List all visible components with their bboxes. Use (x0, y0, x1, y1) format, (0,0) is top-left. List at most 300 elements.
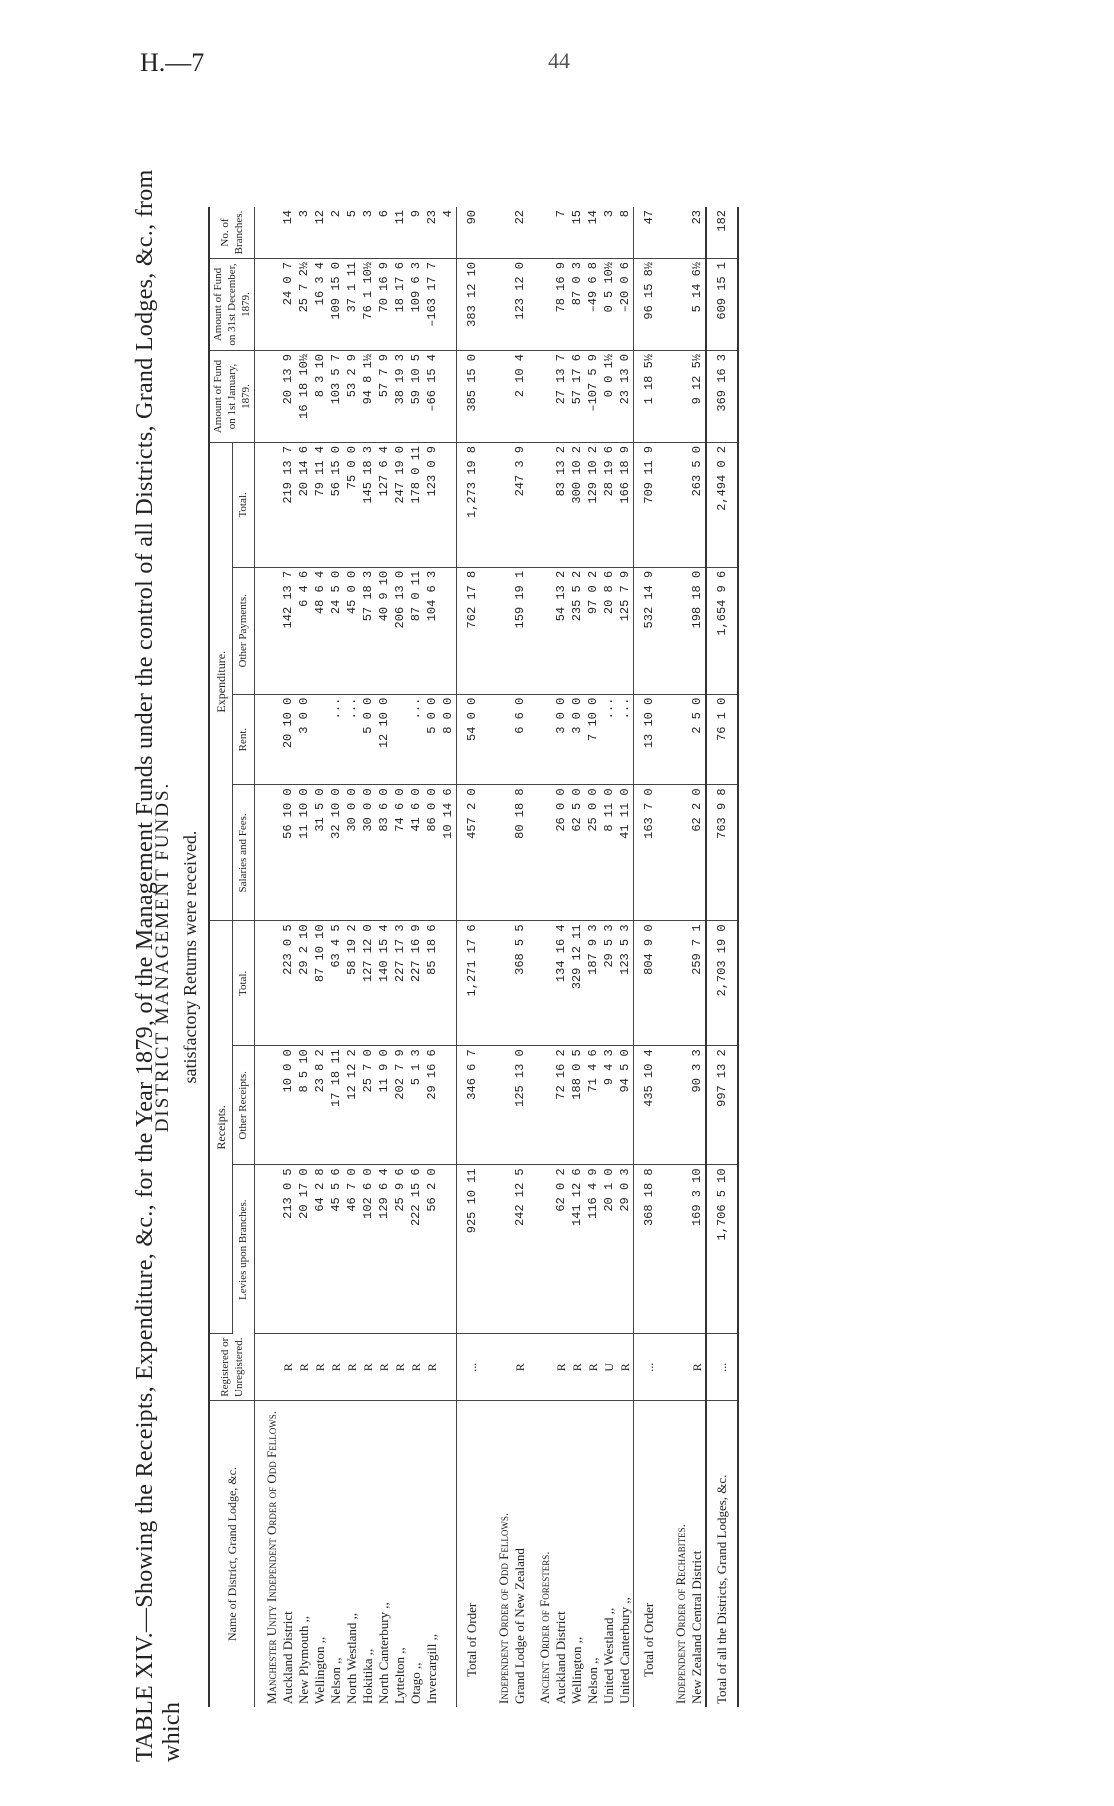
cell-fend: –20 0 6 (617, 259, 634, 351)
cell-etotal: 123 0 9 (424, 443, 440, 568)
cell-name: Nelson ,, (585, 1657, 600, 1704)
col-other-payments: Other Payments. (232, 567, 254, 694)
cell-fstart: 38 19 3 (392, 351, 408, 443)
cell-rent: ... (617, 694, 634, 785)
cell-other: 997 13 2 (706, 1046, 738, 1165)
cell-salaries: 10 14 6 (440, 785, 457, 921)
cell-reg: R (312, 1334, 328, 1401)
cell-other: 9 4 3 (601, 1046, 617, 1165)
cell-reg: R (424, 1334, 440, 1401)
cell-name: Total of Order (634, 1401, 665, 1708)
cell-salaries: 83 6 0 (376, 785, 392, 921)
table-row (569, 207, 585, 1707)
cell-name: Lyttelton ,, (392, 1647, 407, 1704)
cell-fend: 70 16 9 (376, 259, 392, 351)
cell-rtotal: 223 0 5 (280, 921, 296, 1046)
cell-opay (440, 567, 457, 694)
cell-name: Invercargill ,, (424, 1633, 439, 1704)
cell-fend (528, 259, 553, 351)
cell-reg: ... (457, 1334, 488, 1401)
cell-fstart: –66 15 4 (424, 351, 440, 443)
cell-reg (255, 1334, 281, 1401)
section-row (255, 207, 281, 1707)
cell-salaries: 11 10 0 (296, 785, 312, 921)
cell-other: 8 5 10 (296, 1046, 312, 1165)
cell-branches (487, 207, 512, 259)
cell-fstart (440, 351, 457, 443)
cell-fstart: 0 0 1½ (601, 351, 617, 443)
cell-opay: 159 19 1 (512, 567, 528, 694)
table-heading: DISTRICT MANAGEMENT FUNDS. (152, 781, 173, 1133)
cell-rtotal: 29 5 3 (601, 921, 617, 1046)
cell-rtotal: 29 2 10 (296, 921, 312, 1046)
cell-fend: 76 1 10½ (360, 259, 376, 351)
cell-reg: R (392, 1334, 408, 1401)
cell-reg: R (585, 1334, 601, 1401)
cell-branches: 14 (280, 207, 296, 259)
cell-name: North Canterbury ,, (376, 1602, 391, 1704)
col-other-receipts: Other Receipts. (232, 1046, 254, 1165)
table-row (424, 207, 440, 1707)
cell-salaries: 56 10 0 (280, 785, 296, 921)
cell-other (440, 1046, 457, 1165)
cell-etotal (440, 443, 457, 568)
cell-etotal: 129 10 2 (585, 443, 601, 568)
cell-fstart: 8 3 10 (312, 351, 328, 443)
cell-fend (440, 259, 457, 351)
cell-etotal: 247 19 0 (392, 443, 408, 568)
cell-levies: 46 7 0 (344, 1165, 360, 1334)
cell-levies: 62 0 2 (553, 1165, 569, 1334)
cell-opay: 198 18 0 (689, 567, 706, 694)
cell-rtotal: 329 12 11 (569, 921, 585, 1046)
cell-other (487, 1046, 512, 1165)
cell-fend: 609 15 1 (706, 259, 738, 351)
cell-levies: 25 9 6 (392, 1165, 408, 1334)
cell-rent (487, 694, 512, 785)
table-row (392, 207, 408, 1707)
cell-name: New Plymouth ,, (296, 1615, 311, 1704)
management-funds-table (208, 207, 739, 1707)
cell-fend: 16 3 4 (312, 259, 328, 351)
cell-opay: 54 13 2 (553, 567, 569, 694)
cell-rent: 5 0 0 (360, 694, 376, 785)
cell-fend: 25 7 2½ (296, 259, 312, 351)
cell-fend: 109 6 3 (408, 259, 424, 351)
cell-other: 72 16 2 (553, 1046, 569, 1165)
cell-etotal: 1,273 19 8 (457, 443, 488, 568)
cell-reg (487, 1334, 512, 1401)
cell-etotal: 709 11 9 (634, 443, 665, 568)
cell-rent: 76 1 0 (706, 694, 738, 785)
cell-reg (440, 1334, 457, 1401)
table-row (280, 207, 296, 1707)
cell-rent: ... (344, 694, 360, 785)
cell-name: Auckland District (553, 1611, 568, 1704)
table-row (328, 207, 344, 1707)
table-row (408, 207, 424, 1707)
cell-levies (487, 1165, 512, 1334)
cell-rtotal: 127 12 0 (360, 921, 376, 1046)
cell-fend: 0 5 10½ (601, 259, 617, 351)
cell-opay: 235 5 2 (569, 567, 585, 694)
cell-branches: 22 (512, 207, 528, 259)
cell-rent (255, 694, 281, 785)
cell-fstart: 53 2 9 (344, 351, 360, 443)
cell-salaries: 41 6 0 (408, 785, 424, 921)
cell-other (664, 1046, 689, 1165)
cell-opay: 142 13 7 (280, 567, 296, 694)
cell-other: 125 13 0 (512, 1046, 528, 1165)
cell-reg: R (408, 1334, 424, 1401)
cell-branches: 11 (392, 207, 408, 259)
cell-levies: 129 6 4 (376, 1165, 392, 1334)
cell-branches: 9 (408, 207, 424, 259)
cell-salaries: 62 5 0 (569, 785, 585, 921)
cell-name (440, 1401, 457, 1708)
cell-branches: 90 (457, 207, 488, 259)
cell-fstart (255, 351, 281, 443)
cell-salaries: 32 10 0 (328, 785, 344, 921)
cell-reg: ... (706, 1334, 738, 1401)
cell-fstart: 94 8 1½ (360, 351, 376, 443)
cell-fstart: 2 10 4 (512, 351, 528, 443)
cell-fend (255, 259, 281, 351)
cell-other (528, 1046, 553, 1165)
cell-fstart: 57 7 9 (376, 351, 392, 443)
cell-salaries: 80 18 8 (512, 785, 528, 921)
col-group-expenditure: Expenditure. (209, 443, 232, 921)
cell-fstart: –107 5 9 (585, 351, 601, 443)
section-row (664, 207, 689, 1707)
col-receipts-total: Total. (232, 921, 254, 1046)
cell-rent: ... (601, 694, 617, 785)
cell-fend: 123 12 0 (512, 259, 528, 351)
cell-rent: 3 0 0 (553, 694, 569, 785)
cell-fstart: 1 18 5½ (634, 351, 665, 443)
cell-name: Independent Order of Odd Fellows. (496, 1512, 511, 1704)
cell-salaries: 62 2 0 (689, 785, 706, 921)
col-rent: Rent. (232, 694, 254, 785)
cell-fstart: 59 10 5 (408, 351, 424, 443)
cell-rtotal (255, 921, 281, 1046)
cell-salaries: 30 0 0 (344, 785, 360, 921)
cell-etotal: 28 19 6 (601, 443, 617, 568)
cell-other: 29 16 6 (424, 1046, 440, 1165)
cell-rent: 13 10 0 (634, 694, 665, 785)
cell-branches: 182 (706, 207, 738, 259)
cell-rent: ... (408, 694, 424, 785)
cell-etotal: 145 18 3 (360, 443, 376, 568)
cell-branches: 4 (440, 207, 457, 259)
col-salaries: Salaries and Fees. (232, 785, 254, 921)
cell-levies: 56 2 0 (424, 1165, 440, 1334)
cell-opay (255, 567, 281, 694)
col-fund-end: Amount of Fund on 31st December, 1879. (209, 259, 255, 351)
cell-etotal: 219 13 7 (280, 443, 296, 568)
cell-levies: 368 18 8 (634, 1165, 665, 1334)
cell-rtotal: 804 9 0 (634, 921, 665, 1046)
col-fund-start: Amount of Fund on 1st January, 1879. (209, 351, 255, 443)
cell-other: 346 6 7 (457, 1046, 488, 1165)
cell-rtotal (487, 921, 512, 1046)
cell-fend: 5 14 6½ (689, 259, 706, 351)
cell-rent (312, 694, 328, 785)
cell-name: Wellington ,, (569, 1636, 584, 1704)
cell-rtotal (664, 921, 689, 1046)
cell-rent: ... (328, 694, 344, 785)
cell-opay: 1,654 9 6 (706, 567, 738, 694)
cell-opay: 48 6 4 (312, 567, 328, 694)
cell-other: 202 7 9 (392, 1046, 408, 1165)
cell-salaries: 26 0 0 (553, 785, 569, 921)
cell-fstart: 103 5 7 (328, 351, 344, 443)
cell-opay: 87 0 11 (408, 567, 424, 694)
cell-fstart (487, 351, 512, 443)
cell-rtotal: 134 16 4 (553, 921, 569, 1046)
cell-name: United Westland ,, (601, 1607, 616, 1704)
cell-etotal (528, 443, 553, 568)
col-expenditure-total: Total. (232, 443, 254, 568)
cell-salaries: 41 11 0 (617, 785, 634, 921)
cell-levies: 116 4 9 (585, 1165, 601, 1334)
table-row (376, 207, 392, 1707)
cell-name: Independent Order of Rechabites. (673, 1524, 688, 1704)
table-subtitle: satisfactory Returns were received. (180, 830, 200, 1084)
cell-etotal: 79 11 4 (312, 443, 328, 568)
cell-name: New Zealand Central District (689, 1550, 704, 1704)
cell-branches: 12 (312, 207, 328, 259)
cell-rtotal: 123 5 3 (617, 921, 634, 1046)
cell-rtotal: 2,703 19 0 (706, 921, 738, 1046)
cell-levies: 64 2 8 (312, 1165, 328, 1334)
cell-levies: 213 0 5 (280, 1165, 296, 1334)
cell-opay: 20 8 6 (601, 567, 617, 694)
grand-total-row (706, 207, 738, 1707)
cell-rent: 3 0 0 (296, 694, 312, 785)
cell-rent: 7 10 0 (585, 694, 601, 785)
cell-opay: 206 13 0 (392, 567, 408, 694)
total-row (457, 207, 488, 1707)
cell-rtotal (440, 921, 457, 1046)
cell-other: 435 10 4 (634, 1046, 665, 1165)
cell-etotal: 20 14 6 (296, 443, 312, 568)
table-row (601, 207, 617, 1707)
cell-other: 23 8 2 (312, 1046, 328, 1165)
cell-etotal (255, 443, 281, 568)
cell-name: Otago ,, (408, 1662, 423, 1704)
table-row (360, 207, 376, 1707)
cell-branches (528, 207, 553, 259)
cell-fend: 78 16 9 (553, 259, 569, 351)
cell-opay: 57 18 3 (360, 567, 376, 694)
table-row (296, 207, 312, 1707)
cell-levies: 1,706 5 10 (706, 1165, 738, 1334)
cell-etotal: 263 5 0 (689, 443, 706, 568)
cell-branches: 8 (617, 207, 634, 259)
cell-rent (392, 694, 408, 785)
cell-name: Manchester Unity Independent Order of Odd Fellows. (264, 1410, 279, 1704)
table-row (689, 207, 706, 1707)
cell-other: 11 9 0 (376, 1046, 392, 1165)
cell-fend: –49 6 8 (585, 259, 601, 351)
cell-etotal: 247 3 9 (512, 443, 528, 568)
cell-fstart (528, 351, 553, 443)
cell-branches (255, 207, 281, 259)
cell-rtotal: 140 15 4 (376, 921, 392, 1046)
cell-reg (528, 1334, 553, 1401)
cell-other (255, 1046, 281, 1165)
page-number: 44 (548, 48, 570, 73)
cell-rtotal: 1,271 17 6 (457, 921, 488, 1046)
cell-levies: 141 12 6 (569, 1165, 585, 1334)
rotated-table-page (130, 152, 930, 1762)
cell-salaries: 457 2 0 (457, 785, 488, 921)
cell-etotal: 75 0 0 (344, 443, 360, 568)
cell-levies: 925 10 11 (457, 1165, 488, 1334)
cell-rtotal: 187 9 3 (585, 921, 601, 1046)
cell-fstart: 20 13 9 (280, 351, 296, 443)
cell-levies: 20 1 0 (601, 1165, 617, 1334)
cell-name: Total of Order (457, 1401, 488, 1708)
cell-other: 25 7 0 (360, 1046, 376, 1165)
cell-levies: 102 6 0 (360, 1165, 376, 1334)
cell-branches: 5 (344, 207, 360, 259)
cell-rtotal: 368 5 5 (512, 921, 528, 1046)
total-row (634, 207, 665, 1707)
cell-etotal: 300 10 2 (569, 443, 585, 568)
cell-fstart (664, 351, 689, 443)
cell-rtotal: 85 18 6 (424, 921, 440, 1046)
cell-other: 94 5 0 (617, 1046, 634, 1165)
section-row (487, 207, 512, 1707)
cell-fend: 383 12 10 (457, 259, 488, 351)
cell-rent: 12 10 0 (376, 694, 392, 785)
cell-levies (528, 1165, 553, 1334)
cell-opay: 97 0 2 (585, 567, 601, 694)
cell-name: Hokitika ,, (360, 1648, 375, 1704)
cell-opay (487, 567, 512, 694)
cell-name: Nelson ,, (328, 1657, 343, 1704)
cell-name: Wellington ,, (312, 1636, 327, 1704)
cell-branches: 15 (569, 207, 585, 259)
cell-reg: R (512, 1334, 528, 1401)
cell-opay (664, 567, 689, 694)
cell-salaries: 31 5 0 (312, 785, 328, 921)
cell-rent (664, 694, 689, 785)
cell-salaries (664, 785, 689, 921)
cell-reg: R (344, 1334, 360, 1401)
cell-fend: 96 15 8½ (634, 259, 665, 351)
cell-rtotal: 227 16 9 (408, 921, 424, 1046)
cell-branches: 23 (689, 207, 706, 259)
col-name: Name of District, Grand Lodge, &c. (209, 1401, 255, 1708)
cell-other: 5 1 3 (408, 1046, 424, 1165)
cell-rtotal: 87 10 10 (312, 921, 328, 1046)
cell-opay: 45 0 0 (344, 567, 360, 694)
cell-fend: –163 17 7 (424, 259, 440, 351)
cell-salaries: 74 6 0 (392, 785, 408, 921)
cell-etotal: 127 6 4 (376, 443, 392, 568)
cell-branches: 3 (601, 207, 617, 259)
cell-opay: 125 7 9 (617, 567, 634, 694)
cell-other: 188 0 5 (569, 1046, 585, 1165)
cell-rtotal (528, 921, 553, 1046)
cell-salaries: 163 7 0 (634, 785, 665, 921)
table-row (553, 207, 569, 1707)
cell-fend: 18 17 6 (392, 259, 408, 351)
cell-levies (255, 1165, 281, 1334)
cell-name: United Canterbury ,, (617, 1597, 632, 1704)
cell-reg: R (376, 1334, 392, 1401)
cell-rent: 3 0 0 (569, 694, 585, 785)
cell-reg: U (601, 1334, 617, 1401)
cell-branches: 6 (376, 207, 392, 259)
cell-branches (664, 207, 689, 259)
cell-fstart: 385 15 0 (457, 351, 488, 443)
cell-etotal: 166 18 9 (617, 443, 634, 568)
cell-rtotal: 58 19 2 (344, 921, 360, 1046)
cell-reg: R (280, 1334, 296, 1401)
cell-levies: 242 12 5 (512, 1165, 528, 1334)
col-registered: Registered or Unregistered. (209, 1334, 255, 1401)
table-row (585, 207, 601, 1707)
cell-branches: 47 (634, 207, 665, 259)
table-row (440, 207, 457, 1707)
cell-rent: 8 0 0 (440, 694, 457, 785)
cell-other: 71 4 6 (585, 1046, 601, 1165)
col-group-receipts: Receipts. (209, 921, 232, 1334)
cell-fstart: 9 12 5½ (689, 351, 706, 443)
table-row (344, 207, 360, 1707)
cell-etotal: 56 15 0 (328, 443, 344, 568)
section-row (528, 207, 553, 1707)
cell-opay: 532 14 9 (634, 567, 665, 694)
cell-salaries (255, 785, 281, 921)
cell-opay: 24 5 0 (328, 567, 344, 694)
cell-name: Total of all the Districts, Grand Lodges, &c. (706, 1401, 738, 1708)
cell-name: Auckland District (280, 1611, 295, 1704)
table-row (512, 207, 528, 1707)
cell-branches: 3 (360, 207, 376, 259)
table-body (255, 207, 739, 1707)
cell-name: Ancient Order of Foresters. (537, 1551, 552, 1704)
cell-branches: 7 (553, 207, 569, 259)
cell-salaries: 86 0 0 (424, 785, 440, 921)
cell-levies (664, 1165, 689, 1334)
cell-rent: 2 5 0 (689, 694, 706, 785)
cell-reg: R (689, 1334, 706, 1401)
cell-salaries: 25 0 0 (585, 785, 601, 921)
cell-etotal: 178 0 11 (408, 443, 424, 568)
cell-fend: 109 15 0 (328, 259, 344, 351)
cell-reg: R (569, 1334, 585, 1401)
cell-levies: 222 15 6 (408, 1165, 424, 1334)
cell-name: North Westland ,, (344, 1612, 359, 1704)
cell-fstart: 16 18 10½ (296, 351, 312, 443)
table-row (312, 207, 328, 1707)
cell-other: 12 12 2 (344, 1046, 360, 1165)
cell-fstart: 57 17 6 (569, 351, 585, 443)
cell-rent: 54 0 0 (457, 694, 488, 785)
cell-other: 90 3 3 (689, 1046, 706, 1165)
cell-rtotal: 259 7 1 (689, 921, 706, 1046)
cell-fend (664, 259, 689, 351)
cell-branches: 23 (424, 207, 440, 259)
cell-rent (528, 694, 553, 785)
page-section-label: H.—7 (140, 48, 205, 77)
cell-salaries (487, 785, 512, 921)
